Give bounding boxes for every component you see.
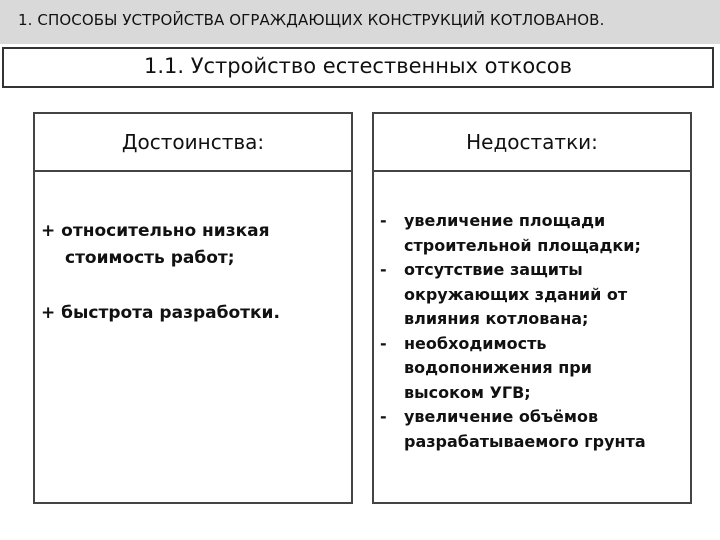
disadvantage-line: увеличение объёмов [404, 407, 599, 426]
disadvantage-line: водопонижения при [404, 358, 592, 377]
disadvantage-line: отсутствие защиты [404, 260, 583, 279]
disadvantages-heading: Недостатки: [374, 114, 690, 172]
disadvantage-line: разрабатываемого грунта [404, 431, 646, 451]
disadvantage-item [380, 405, 690, 454]
advantage-item [41, 300, 280, 327]
dash-marker: - [380, 333, 387, 353]
disadvantage-item [380, 258, 690, 332]
header-bar [0, 0, 720, 44]
disadvantage-line: строительной площадки; [404, 235, 641, 255]
advantage-line: стоимость работ; [65, 248, 235, 268]
disadvantage-item [380, 209, 690, 258]
advantage-line: + относительно низкая [41, 221, 270, 241]
advantage-line: + быстрота разработки. [41, 303, 280, 323]
advantages-list [41, 218, 280, 355]
header-title: 1. СПОСОБЫ УСТРОЙСТВА ОГРАЖДАЮЩИХ КОНСТРУКЦИЙ КОТЛОВАНОВ. [18, 11, 605, 29]
dash-marker: - [380, 407, 387, 426]
disadvantage-line: влияния котлована; [404, 309, 589, 328]
disadvantage-line: высоком УГВ; [404, 382, 531, 402]
advantage-item [41, 218, 280, 272]
disadvantages-panel [372, 112, 692, 504]
dash-marker: - [380, 260, 387, 279]
disadvantage-item [380, 332, 690, 406]
disadvantage-line: увеличение площади [404, 211, 606, 230]
advantages-panel [33, 112, 353, 504]
subtitle-box [2, 47, 714, 88]
advantages-heading: Достоинства: [35, 114, 351, 172]
subtitle: 1.1. Устройство естественных откосов [143, 54, 573, 78]
disadvantages-list [380, 209, 690, 454]
disadvantage-line: необходимость [404, 333, 547, 353]
disadvantage-line: окружающих зданий от [404, 284, 628, 304]
dash-marker: - [380, 211, 387, 230]
